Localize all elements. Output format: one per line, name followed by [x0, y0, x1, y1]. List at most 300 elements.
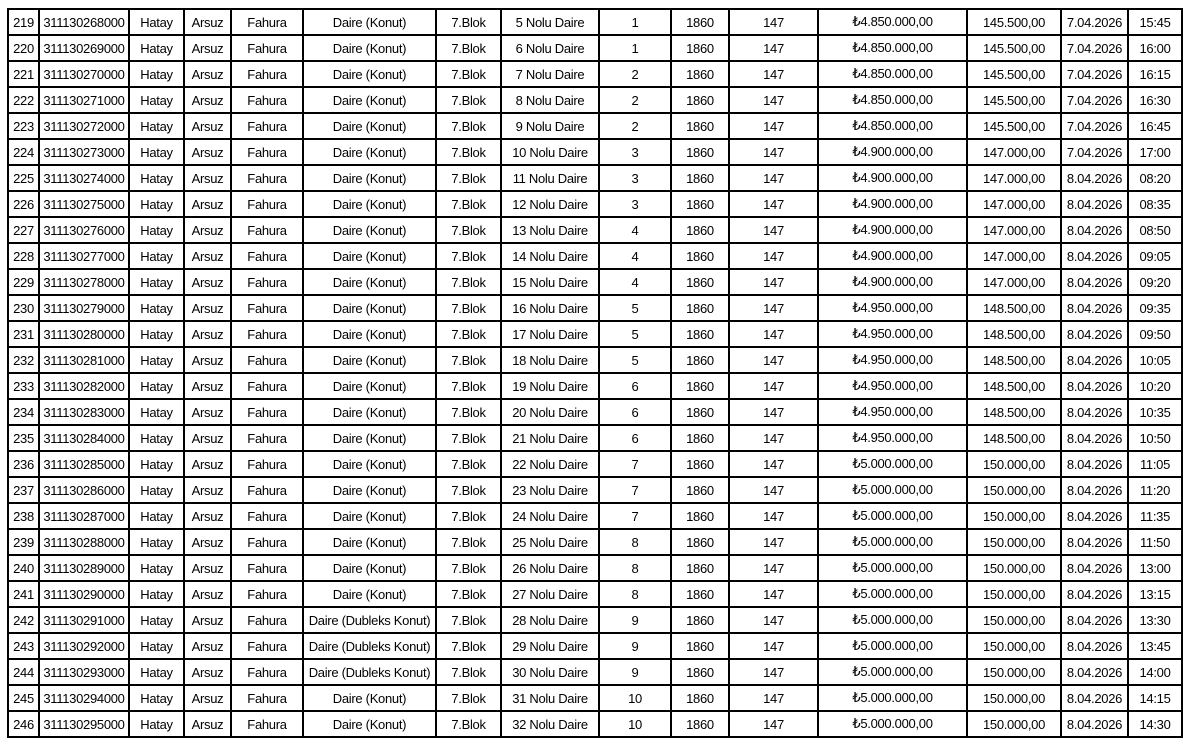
- cell-sale-time: 11:50: [1128, 529, 1182, 555]
- cell-sale-price: ₺4.900.000,00: [818, 217, 967, 243]
- table-row: [8, 35, 1182, 61]
- cell-sale-time: 08:35: [1128, 191, 1182, 217]
- cell-value-1860: 1860: [671, 685, 729, 711]
- cell-sale-time: 08:50: [1128, 217, 1182, 243]
- cell-sale-date: 7.04.2026: [1061, 9, 1128, 35]
- cell-row-number: 244: [8, 659, 39, 685]
- cell-property-type: Daire (Konut): [303, 347, 436, 373]
- cell-district: Arsuz: [184, 451, 231, 477]
- cell-row-number: 242: [8, 607, 39, 633]
- cell-sale-price: ₺4.900.000,00: [818, 191, 967, 217]
- cell-deposit-amount: 147.000,00: [967, 191, 1061, 217]
- cell-value-147: 147: [729, 607, 818, 633]
- property-sale-schedule-table: [7, 8, 1183, 738]
- cell-block: 7.Blok: [436, 35, 501, 61]
- table-row: [8, 477, 1182, 503]
- cell-property-id: 311130277000: [39, 243, 129, 269]
- cell-property-id: 311130283000: [39, 399, 129, 425]
- cell-sale-date: 7.04.2026: [1061, 113, 1128, 139]
- cell-neighborhood: Fahura: [231, 529, 303, 555]
- cell-sale-time: 16:00: [1128, 35, 1182, 61]
- cell-value-147: 147: [729, 217, 818, 243]
- cell-block: 7.Blok: [436, 555, 501, 581]
- cell-property-type: Daire (Konut): [303, 269, 436, 295]
- cell-value-147: 147: [729, 633, 818, 659]
- cell-value-147: 147: [729, 373, 818, 399]
- cell-property-type: Daire (Konut): [303, 711, 436, 737]
- cell-property-type: Daire (Konut): [303, 451, 436, 477]
- cell-property-type: Daire (Konut): [303, 581, 436, 607]
- table-row: [8, 9, 1182, 35]
- cell-neighborhood: Fahura: [231, 451, 303, 477]
- cell-floor: 1: [599, 35, 671, 61]
- cell-province: Hatay: [129, 217, 184, 243]
- cell-apartment-no: 23 Nolu Daire: [501, 477, 599, 503]
- cell-sale-price: ₺5.000.000,00: [818, 607, 967, 633]
- cell-apartment-no: 6 Nolu Daire: [501, 35, 599, 61]
- cell-sale-price: ₺5.000.000,00: [818, 685, 967, 711]
- cell-floor: 7: [599, 477, 671, 503]
- cell-district: Arsuz: [184, 87, 231, 113]
- cell-block: 7.Blok: [436, 633, 501, 659]
- cell-property-id: 311130293000: [39, 659, 129, 685]
- cell-province: Hatay: [129, 607, 184, 633]
- cell-property-type: Daire (Konut): [303, 503, 436, 529]
- cell-value-147: 147: [729, 399, 818, 425]
- cell-province: Hatay: [129, 659, 184, 685]
- table-row: [8, 217, 1182, 243]
- cell-province: Hatay: [129, 269, 184, 295]
- cell-district: Arsuz: [184, 555, 231, 581]
- cell-neighborhood: Fahura: [231, 191, 303, 217]
- cell-deposit-amount: 150.000,00: [967, 659, 1061, 685]
- cell-block: 7.Blok: [436, 269, 501, 295]
- cell-district: Arsuz: [184, 373, 231, 399]
- cell-sale-time: 09:20: [1128, 269, 1182, 295]
- cell-district: Arsuz: [184, 113, 231, 139]
- cell-block: 7.Blok: [436, 321, 501, 347]
- cell-floor: 9: [599, 659, 671, 685]
- cell-deposit-amount: 148.500,00: [967, 295, 1061, 321]
- cell-apartment-no: 9 Nolu Daire: [501, 113, 599, 139]
- table-row: [8, 165, 1182, 191]
- cell-apartment-no: 29 Nolu Daire: [501, 633, 599, 659]
- cell-value-147: 147: [729, 243, 818, 269]
- cell-neighborhood: Fahura: [231, 35, 303, 61]
- cell-value-1860: 1860: [671, 503, 729, 529]
- cell-province: Hatay: [129, 711, 184, 737]
- cell-row-number: 245: [8, 685, 39, 711]
- cell-property-id: 311130289000: [39, 555, 129, 581]
- cell-sale-price: ₺5.000.000,00: [818, 659, 967, 685]
- cell-neighborhood: Fahura: [231, 607, 303, 633]
- cell-sale-price: ₺4.950.000,00: [818, 373, 967, 399]
- cell-value-147: 147: [729, 685, 818, 711]
- cell-deposit-amount: 148.500,00: [967, 399, 1061, 425]
- cell-deposit-amount: 150.000,00: [967, 555, 1061, 581]
- cell-sale-date: 7.04.2026: [1061, 35, 1128, 61]
- cell-sale-time: 11:05: [1128, 451, 1182, 477]
- cell-row-number: 236: [8, 451, 39, 477]
- cell-sale-time: 09:05: [1128, 243, 1182, 269]
- cell-floor: 8: [599, 529, 671, 555]
- cell-value-1860: 1860: [671, 711, 729, 737]
- cell-floor: 2: [599, 113, 671, 139]
- cell-district: Arsuz: [184, 685, 231, 711]
- cell-apartment-no: 30 Nolu Daire: [501, 659, 599, 685]
- cell-value-1860: 1860: [671, 35, 729, 61]
- cell-row-number: 231: [8, 321, 39, 347]
- table-row: [8, 425, 1182, 451]
- cell-sale-price: ₺5.000.000,00: [818, 581, 967, 607]
- cell-value-1860: 1860: [671, 581, 729, 607]
- cell-district: Arsuz: [184, 9, 231, 35]
- cell-apartment-no: 28 Nolu Daire: [501, 607, 599, 633]
- cell-province: Hatay: [129, 373, 184, 399]
- cell-deposit-amount: 148.500,00: [967, 425, 1061, 451]
- cell-property-id: 311130286000: [39, 477, 129, 503]
- cell-sale-price: ₺4.950.000,00: [818, 295, 967, 321]
- cell-property-id: 311130280000: [39, 321, 129, 347]
- cell-neighborhood: Fahura: [231, 243, 303, 269]
- cell-floor: 6: [599, 373, 671, 399]
- cell-sale-price: ₺4.950.000,00: [818, 321, 967, 347]
- cell-deposit-amount: 147.000,00: [967, 139, 1061, 165]
- cell-deposit-amount: 147.000,00: [967, 217, 1061, 243]
- cell-block: 7.Blok: [436, 373, 501, 399]
- cell-value-1860: 1860: [671, 165, 729, 191]
- cell-province: Hatay: [129, 529, 184, 555]
- cell-sale-date: 8.04.2026: [1061, 659, 1128, 685]
- cell-value-1860: 1860: [671, 451, 729, 477]
- cell-value-147: 147: [729, 61, 818, 87]
- cell-district: Arsuz: [184, 35, 231, 61]
- cell-sale-time: 15:45: [1128, 9, 1182, 35]
- cell-district: Arsuz: [184, 477, 231, 503]
- cell-deposit-amount: 150.000,00: [967, 529, 1061, 555]
- cell-property-id: 311130282000: [39, 373, 129, 399]
- cell-district: Arsuz: [184, 581, 231, 607]
- cell-floor: 5: [599, 321, 671, 347]
- cell-row-number: 226: [8, 191, 39, 217]
- cell-value-1860: 1860: [671, 113, 729, 139]
- cell-property-id: 311130275000: [39, 191, 129, 217]
- cell-province: Hatay: [129, 191, 184, 217]
- cell-sale-time: 10:20: [1128, 373, 1182, 399]
- cell-apartment-no: 27 Nolu Daire: [501, 581, 599, 607]
- cell-apartment-no: 22 Nolu Daire: [501, 451, 599, 477]
- cell-deposit-amount: 150.000,00: [967, 607, 1061, 633]
- cell-row-number: 246: [8, 711, 39, 737]
- cell-row-number: 223: [8, 113, 39, 139]
- cell-value-1860: 1860: [671, 217, 729, 243]
- cell-property-type: Daire (Konut): [303, 321, 436, 347]
- cell-sale-price: ₺5.000.000,00: [818, 633, 967, 659]
- table-row: [8, 243, 1182, 269]
- cell-deposit-amount: 145.500,00: [967, 61, 1061, 87]
- cell-block: 7.Blok: [436, 529, 501, 555]
- cell-property-type: Daire (Konut): [303, 217, 436, 243]
- cell-value-147: 147: [729, 711, 818, 737]
- cell-sale-price: ₺5.000.000,00: [818, 555, 967, 581]
- cell-value-147: 147: [729, 295, 818, 321]
- cell-neighborhood: Fahura: [231, 425, 303, 451]
- cell-province: Hatay: [129, 61, 184, 87]
- cell-property-id: 311130288000: [39, 529, 129, 555]
- cell-sale-date: 7.04.2026: [1061, 61, 1128, 87]
- table-row: [8, 581, 1182, 607]
- cell-neighborhood: Fahura: [231, 295, 303, 321]
- cell-deposit-amount: 150.000,00: [967, 503, 1061, 529]
- cell-property-id: 311130270000: [39, 61, 129, 87]
- cell-sale-date: 8.04.2026: [1061, 191, 1128, 217]
- cell-value-1860: 1860: [671, 529, 729, 555]
- cell-block: 7.Blok: [436, 217, 501, 243]
- cell-deposit-amount: 150.000,00: [967, 633, 1061, 659]
- cell-province: Hatay: [129, 633, 184, 659]
- cell-floor: 4: [599, 269, 671, 295]
- cell-deposit-amount: 148.500,00: [967, 373, 1061, 399]
- cell-floor: 2: [599, 87, 671, 113]
- cell-neighborhood: Fahura: [231, 347, 303, 373]
- cell-value-147: 147: [729, 139, 818, 165]
- cell-neighborhood: Fahura: [231, 503, 303, 529]
- cell-province: Hatay: [129, 295, 184, 321]
- table-row: [8, 607, 1182, 633]
- cell-deposit-amount: 148.500,00: [967, 321, 1061, 347]
- cell-value-1860: 1860: [671, 633, 729, 659]
- cell-floor: 1: [599, 9, 671, 35]
- cell-property-id: 311130294000: [39, 685, 129, 711]
- cell-floor: 5: [599, 295, 671, 321]
- cell-apartment-no: 11 Nolu Daire: [501, 165, 599, 191]
- cell-sale-time: 16:30: [1128, 87, 1182, 113]
- cell-value-1860: 1860: [671, 191, 729, 217]
- cell-property-id: 311130269000: [39, 35, 129, 61]
- cell-sale-price: ₺5.000.000,00: [818, 451, 967, 477]
- table-row: [8, 373, 1182, 399]
- cell-deposit-amount: 145.500,00: [967, 113, 1061, 139]
- table-row: [8, 295, 1182, 321]
- cell-deposit-amount: 150.000,00: [967, 685, 1061, 711]
- cell-value-147: 147: [729, 191, 818, 217]
- cell-block: 7.Blok: [436, 87, 501, 113]
- cell-block: 7.Blok: [436, 503, 501, 529]
- table-row: [8, 61, 1182, 87]
- cell-value-1860: 1860: [671, 139, 729, 165]
- table-row: [8, 659, 1182, 685]
- cell-province: Hatay: [129, 503, 184, 529]
- cell-row-number: 227: [8, 217, 39, 243]
- cell-apartment-no: 18 Nolu Daire: [501, 347, 599, 373]
- cell-row-number: 232: [8, 347, 39, 373]
- cell-district: Arsuz: [184, 191, 231, 217]
- cell-property-type: Daire (Konut): [303, 35, 436, 61]
- cell-neighborhood: Fahura: [231, 61, 303, 87]
- cell-block: 7.Blok: [436, 347, 501, 373]
- cell-sale-price: ₺4.950.000,00: [818, 347, 967, 373]
- cell-neighborhood: Fahura: [231, 633, 303, 659]
- cell-block: 7.Blok: [436, 61, 501, 87]
- cell-block: 7.Blok: [436, 165, 501, 191]
- cell-value-1860: 1860: [671, 243, 729, 269]
- cell-province: Hatay: [129, 113, 184, 139]
- cell-province: Hatay: [129, 399, 184, 425]
- cell-apartment-no: 26 Nolu Daire: [501, 555, 599, 581]
- cell-deposit-amount: 147.000,00: [967, 243, 1061, 269]
- cell-province: Hatay: [129, 139, 184, 165]
- cell-property-id: 311130273000: [39, 139, 129, 165]
- cell-property-id: 311130291000: [39, 607, 129, 633]
- cell-property-type: Daire (Konut): [303, 399, 436, 425]
- cell-province: Hatay: [129, 165, 184, 191]
- cell-district: Arsuz: [184, 295, 231, 321]
- cell-value-1860: 1860: [671, 269, 729, 295]
- table-row: [8, 503, 1182, 529]
- cell-sale-price: ₺5.000.000,00: [818, 529, 967, 555]
- cell-property-type: Daire (Konut): [303, 243, 436, 269]
- cell-neighborhood: Fahura: [231, 139, 303, 165]
- cell-block: 7.Blok: [436, 113, 501, 139]
- cell-property-id: 311130295000: [39, 711, 129, 737]
- cell-property-type: Daire (Konut): [303, 685, 436, 711]
- cell-sale-date: 8.04.2026: [1061, 451, 1128, 477]
- cell-property-type: Daire (Konut): [303, 373, 436, 399]
- cell-property-id: 311130272000: [39, 113, 129, 139]
- cell-apartment-no: 16 Nolu Daire: [501, 295, 599, 321]
- cell-neighborhood: Fahura: [231, 321, 303, 347]
- cell-district: Arsuz: [184, 711, 231, 737]
- cell-floor: 9: [599, 607, 671, 633]
- cell-province: Hatay: [129, 685, 184, 711]
- cell-row-number: 221: [8, 61, 39, 87]
- cell-province: Hatay: [129, 87, 184, 113]
- table-row: [8, 633, 1182, 659]
- cell-province: Hatay: [129, 243, 184, 269]
- cell-deposit-amount: 150.000,00: [967, 451, 1061, 477]
- cell-value-147: 147: [729, 269, 818, 295]
- cell-value-147: 147: [729, 451, 818, 477]
- cell-neighborhood: Fahura: [231, 399, 303, 425]
- cell-property-id: 311130279000: [39, 295, 129, 321]
- cell-value-147: 147: [729, 581, 818, 607]
- cell-district: Arsuz: [184, 269, 231, 295]
- cell-deposit-amount: 150.000,00: [967, 477, 1061, 503]
- cell-value-1860: 1860: [671, 555, 729, 581]
- cell-district: Arsuz: [184, 659, 231, 685]
- cell-floor: 4: [599, 243, 671, 269]
- cell-value-1860: 1860: [671, 425, 729, 451]
- cell-neighborhood: Fahura: [231, 165, 303, 191]
- cell-sale-price: ₺4.950.000,00: [818, 425, 967, 451]
- cell-province: Hatay: [129, 477, 184, 503]
- cell-block: 7.Blok: [436, 243, 501, 269]
- cell-row-number: 219: [8, 9, 39, 35]
- cell-property-id: 311130274000: [39, 165, 129, 191]
- cell-province: Hatay: [129, 9, 184, 35]
- cell-deposit-amount: 145.500,00: [967, 35, 1061, 61]
- cell-sale-date: 8.04.2026: [1061, 711, 1128, 737]
- cell-province: Hatay: [129, 321, 184, 347]
- cell-block: 7.Blok: [436, 477, 501, 503]
- cell-block: 7.Blok: [436, 711, 501, 737]
- cell-apartment-no: 20 Nolu Daire: [501, 399, 599, 425]
- cell-district: Arsuz: [184, 633, 231, 659]
- cell-value-1860: 1860: [671, 659, 729, 685]
- cell-apartment-no: 19 Nolu Daire: [501, 373, 599, 399]
- cell-property-type: Daire (Dubleks Konut): [303, 659, 436, 685]
- cell-district: Arsuz: [184, 61, 231, 87]
- cell-block: 7.Blok: [436, 191, 501, 217]
- cell-value-147: 147: [729, 165, 818, 191]
- cell-floor: 9: [599, 633, 671, 659]
- cell-sale-date: 8.04.2026: [1061, 321, 1128, 347]
- cell-value-147: 147: [729, 35, 818, 61]
- cell-sale-date: 7.04.2026: [1061, 87, 1128, 113]
- cell-sale-time: 16:15: [1128, 61, 1182, 87]
- table-row: [8, 321, 1182, 347]
- cell-sale-price: ₺4.850.000,00: [818, 113, 967, 139]
- cell-sale-date: 8.04.2026: [1061, 373, 1128, 399]
- cell-row-number: 233: [8, 373, 39, 399]
- cell-neighborhood: Fahura: [231, 269, 303, 295]
- cell-property-type: Daire (Konut): [303, 9, 436, 35]
- cell-apartment-no: 8 Nolu Daire: [501, 87, 599, 113]
- cell-property-id: 311130281000: [39, 347, 129, 373]
- table-row: [8, 399, 1182, 425]
- property-sale-schedule-table-body: [8, 9, 1182, 737]
- cell-row-number: 229: [8, 269, 39, 295]
- cell-row-number: 225: [8, 165, 39, 191]
- cell-sale-time: 14:15: [1128, 685, 1182, 711]
- cell-sale-time: 13:00: [1128, 555, 1182, 581]
- cell-row-number: 230: [8, 295, 39, 321]
- cell-property-type: Daire (Konut): [303, 165, 436, 191]
- cell-apartment-no: 15 Nolu Daire: [501, 269, 599, 295]
- cell-sale-price: ₺5.000.000,00: [818, 503, 967, 529]
- cell-sale-date: 8.04.2026: [1061, 529, 1128, 555]
- cell-neighborhood: Fahura: [231, 87, 303, 113]
- cell-sale-date: 8.04.2026: [1061, 347, 1128, 373]
- cell-sale-price: ₺4.850.000,00: [818, 87, 967, 113]
- cell-district: Arsuz: [184, 217, 231, 243]
- cell-sale-price: ₺4.900.000,00: [818, 165, 967, 191]
- cell-value-1860: 1860: [671, 399, 729, 425]
- cell-sale-date: 8.04.2026: [1061, 555, 1128, 581]
- cell-sale-date: 8.04.2026: [1061, 165, 1128, 191]
- cell-apartment-no: 14 Nolu Daire: [501, 243, 599, 269]
- cell-sale-date: 8.04.2026: [1061, 399, 1128, 425]
- cell-property-id: 311130271000: [39, 87, 129, 113]
- cell-block: 7.Blok: [436, 9, 501, 35]
- cell-floor: 5: [599, 347, 671, 373]
- cell-floor: 3: [599, 139, 671, 165]
- cell-property-type: Daire (Konut): [303, 113, 436, 139]
- cell-property-id: 311130292000: [39, 633, 129, 659]
- cell-neighborhood: Fahura: [231, 477, 303, 503]
- cell-district: Arsuz: [184, 139, 231, 165]
- cell-value-1860: 1860: [671, 87, 729, 113]
- cell-sale-time: 13:45: [1128, 633, 1182, 659]
- cell-value-1860: 1860: [671, 321, 729, 347]
- cell-property-id: 311130285000: [39, 451, 129, 477]
- cell-value-147: 147: [729, 503, 818, 529]
- cell-property-type: Daire (Dubleks Konut): [303, 633, 436, 659]
- cell-value-147: 147: [729, 113, 818, 139]
- cell-block: 7.Blok: [436, 425, 501, 451]
- cell-block: 7.Blok: [436, 581, 501, 607]
- cell-sale-time: 08:20: [1128, 165, 1182, 191]
